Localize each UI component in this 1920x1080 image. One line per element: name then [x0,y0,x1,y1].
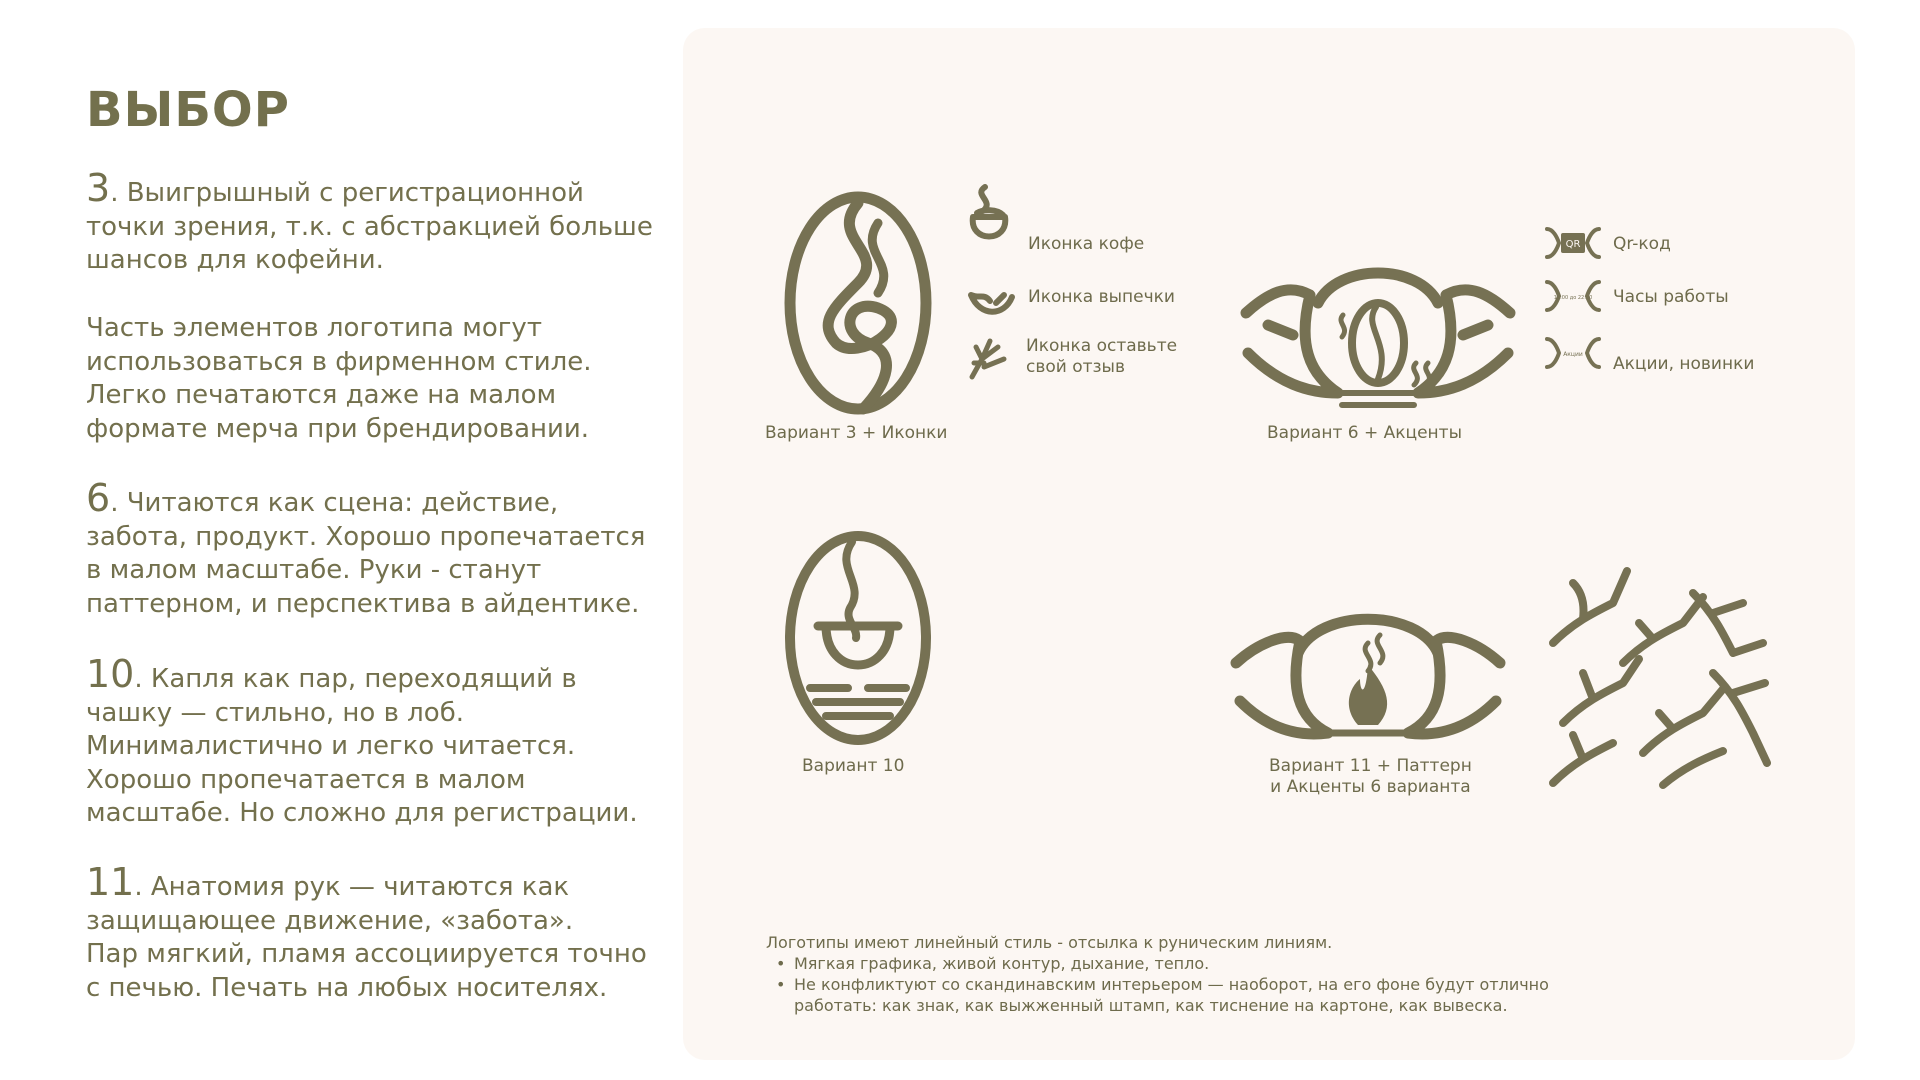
footer-bullet: • Мягкая графика, живой контур, дыхание, тепло. [776,954,1210,973]
variant-number: 10 [86,652,135,696]
caption-variant-10: Вариант 10 [802,756,905,776]
footer-bullet: • Не конфликтуют со скандинавским интерьером — наоборот, на его фоне будут отлично работать: как знак, как выжженный штамп, как тиснение на картоне, как вывеска. [776,975,1549,1015]
page-title: ВЫБОР [86,82,290,138]
variant-number: 11 [86,860,135,904]
logo-variant-10 [778,528,938,768]
svg-text:QR: QR [1565,239,1581,250]
pastry-icon [966,283,1016,317]
caption-variant-6: Вариант 6 + Акценты [1267,423,1462,443]
block-brand-elements: Часть элементов логотипа могут использоваться в фирменном стиле. Легко печатаются даже на малом формате мерча при брендировании. [86,313,592,444]
promo-icon [1543,333,1603,373]
qr-code-icon [1543,223,1603,263]
coffee-icon-label: Иконка кофе [1028,234,1145,254]
block-variant-11: 11. Анатомия рук — читаются как защищающее движение, «забота». Пар мягкий, пламя ассоциируется точно с печью. Печать на любых носителях. [86,860,647,1003]
opening-hours-label: Часы работы [1613,287,1729,307]
variant-number: 3 [86,166,111,210]
caption-variant-11: Вариант 11 + Паттерн и Акценты 6 варианта [1269,756,1472,797]
clock-hours-icon [1543,276,1603,316]
review-hand-icon [966,333,1010,383]
footer-intro: Логотипы имеют линейный стиль - отсылка к руническим линиям. [766,933,1333,952]
variant-number: 6 [86,476,111,520]
qr-code-label: Qr-код [1613,234,1671,254]
logo-variant-3 [778,183,938,423]
svg-text:Акции: Акции [1563,351,1583,358]
hands-pattern [1543,563,1773,793]
coffee-icon [963,183,1015,248]
logo-variant-11 [1228,583,1508,758]
review-icon-label: Иконка оставьте свой отзыв [1026,336,1178,377]
block-variant-10: 10. Капля как пар, переходящий в чашку — стильно, но в лоб. Минималистично и легко читается. Хорошо пропечатается в малом масштабе. Но сложно для регистрации. [86,652,638,828]
caption-variant-3: Вариант 3 + Иконки [765,423,948,443]
promo-label: Акции, новинки [1613,354,1755,374]
block-variant-6: 6. Читаются как сцена: действие, забота, продукт. Хорошо пропечатается в малом масштабе. Руки - станут паттерном, и перспектива в айдентике. [86,476,646,619]
pastry-icon-label: Иконка выпечки [1028,287,1175,307]
svg-text:11:00 до 22:00: 11:00 до 22:00 [1553,295,1593,301]
logo-panel [683,28,1855,1060]
footer-notes [766,932,1549,1016]
logo-variant-6 [1238,243,1518,418]
block-variant-3: 3. Выигрышный с регистрационной точки зрения, т.к. с абстракцией больше шансов для кофейни. [86,166,653,275]
